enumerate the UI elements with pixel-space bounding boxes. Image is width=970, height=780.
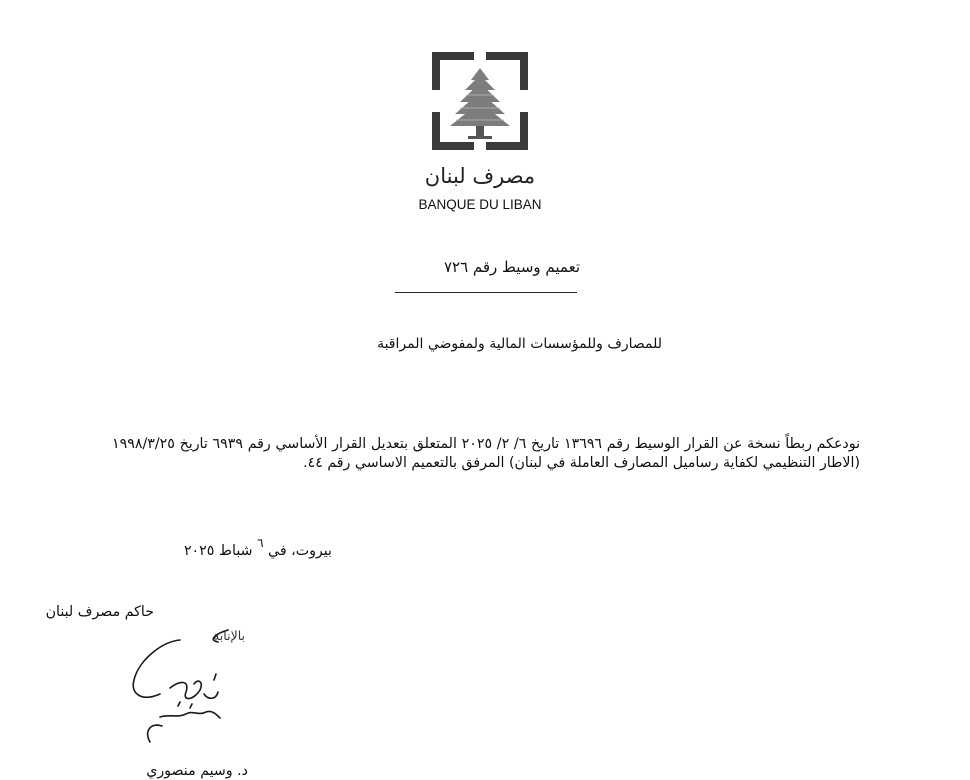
title-divider (395, 292, 577, 293)
dateline-month-year: شباط ٢٠٢٥ (183, 543, 253, 559)
deputy-note: بالإنابة (213, 628, 245, 643)
governor-title: حاكم مصرف لبنان (45, 604, 154, 620)
handwritten-signature (120, 622, 250, 757)
bank-name-french: BANQUE DU LIBAN (418, 197, 542, 212)
signer-name: د. وسيم منصوري (146, 763, 248, 779)
recipients-line: للمصارف وللمؤسسات المالية ولمفوضي المراقبة (377, 336, 662, 352)
bank-name-arabic: مصرف لبنان (424, 164, 536, 188)
bank-logo-cedar-icon (430, 50, 530, 152)
body-paragraph: نودعكم ربطاً نسخة عن القرار الوسيط رقم ١٣٦٩٦ تاريخ ٦/ ٢/ ٢٠٢٥ المتعلق بتعديل القرار الأساسي رقم ٦٩٣٩ تاريخ ١٩٩٨/٣/٢٥ (الاطار التنظيمي لكفاية رساميل المصارف العاملة في لبنان) المرفق بالتعميم الاساسي رقم ٤٤. (112, 436, 861, 471)
dateline-day: ٦ (257, 536, 264, 550)
dateline-place: بيروت، في (268, 543, 332, 559)
dateline (183, 536, 332, 559)
circular-title: تعميم وسيط رقم ٧٢٦ (443, 258, 580, 276)
